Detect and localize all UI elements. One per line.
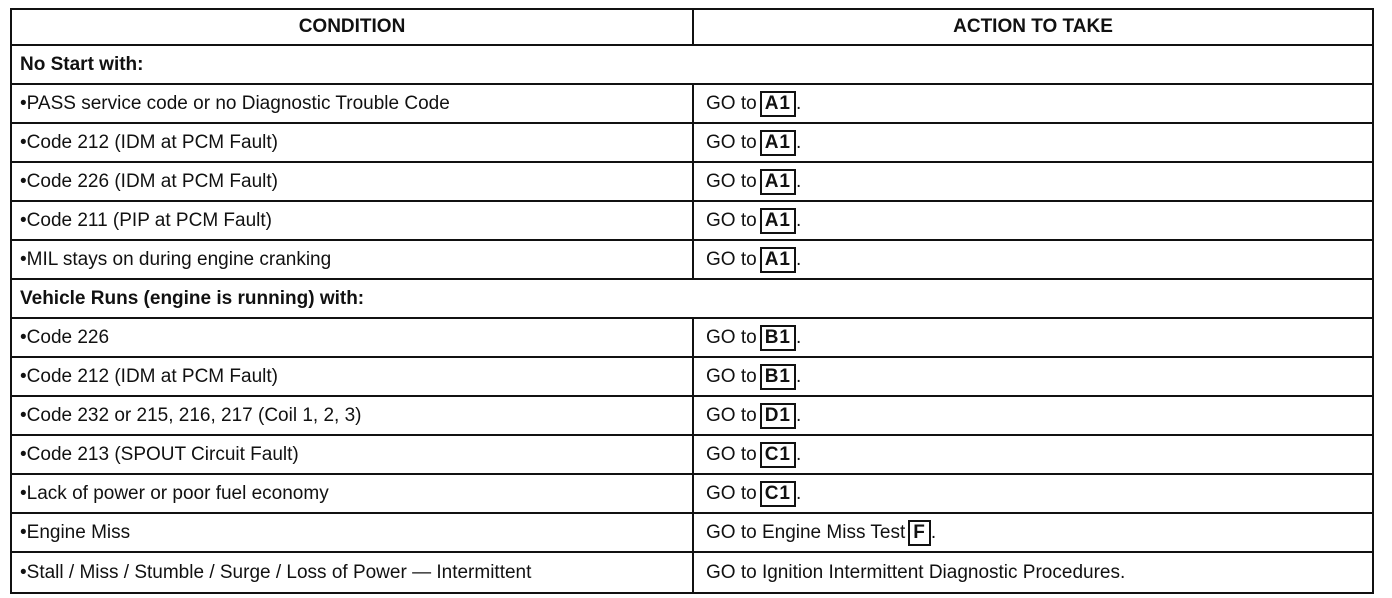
- section-title: No Start with:: [20, 53, 144, 75]
- action-suffix: .: [930, 521, 937, 543]
- action-text: GO to: [706, 131, 757, 153]
- action-text: GO to: [706, 170, 757, 192]
- condition-cell: •MIL stays on during engine cranking: [12, 241, 694, 278]
- test-reference-box: F: [908, 520, 931, 546]
- table-row: [12, 124, 1372, 163]
- action-text: GO to: [706, 404, 757, 426]
- table-row: [12, 514, 1372, 553]
- action-text: GO to: [706, 209, 757, 231]
- table-header-row: [12, 10, 1372, 46]
- action-cell: [694, 202, 1372, 239]
- condition-cell: •Code 211 (PIP at PCM Fault): [12, 202, 694, 239]
- section-row: [12, 280, 1372, 319]
- action-cell: [694, 163, 1372, 200]
- test-reference-box: A1: [760, 169, 796, 195]
- table-row: [12, 202, 1372, 241]
- action-suffix: .: [795, 443, 802, 465]
- table-row: [12, 85, 1372, 124]
- condition-cell: •Engine Miss: [12, 514, 694, 551]
- action-header: ACTION TO TAKE: [953, 16, 1113, 37]
- action-suffix: .: [795, 92, 802, 114]
- table-row: [12, 241, 1372, 280]
- condition-cell: •Code 226 (IDM at PCM Fault): [12, 163, 694, 200]
- table-row: [12, 358, 1372, 397]
- test-reference-box: B1: [760, 364, 796, 390]
- action-cell: [694, 358, 1372, 395]
- condition-cell: •Lack of power or poor fuel economy: [12, 475, 694, 512]
- action-cell: [694, 436, 1372, 473]
- test-reference-box: C1: [760, 481, 796, 507]
- test-reference-box: A1: [760, 247, 796, 273]
- diagnostic-table: [10, 8, 1374, 594]
- action-cell: [694, 514, 1372, 551]
- action-text: GO to: [706, 248, 757, 270]
- test-reference-box: C1: [760, 442, 796, 468]
- action-suffix: .: [795, 365, 802, 387]
- test-reference-box: D1: [760, 403, 796, 429]
- test-reference-box: A1: [760, 130, 796, 156]
- table-row: [12, 436, 1372, 475]
- table-row: [12, 475, 1372, 514]
- condition-cell: •Code 226: [12, 319, 694, 356]
- test-reference-box: A1: [760, 91, 796, 117]
- condition-cell: •PASS service code or no Diagnostic Trouble Code: [12, 85, 694, 122]
- condition-cell: •Stall / Miss / Stumble / Surge / Loss of Power — Intermittent: [12, 553, 694, 592]
- action-text: GO to: [706, 365, 757, 387]
- table-row: [12, 397, 1372, 436]
- action-text: GO to: [706, 92, 757, 114]
- action-text: GO to: [706, 326, 757, 348]
- action-suffix: .: [795, 482, 802, 504]
- action-text: GO to: [706, 443, 757, 465]
- test-reference-box: A1: [760, 208, 796, 234]
- section-row: [12, 46, 1372, 85]
- action-cell: [694, 319, 1372, 356]
- action-suffix: .: [795, 131, 802, 153]
- action-suffix: .: [795, 326, 802, 348]
- condition-header: CONDITION: [12, 10, 694, 44]
- action-cell: [694, 397, 1372, 434]
- action-text: GO to Engine Miss Test: [706, 521, 906, 543]
- condition-cell: •Code 212 (IDM at PCM Fault): [12, 124, 694, 161]
- action-suffix: .: [795, 170, 802, 192]
- action-cell: [694, 553, 1372, 592]
- section-title: Vehicle Runs (engine is running) with:: [20, 287, 365, 309]
- condition-cell: •Code 213 (SPOUT Circuit Fault): [12, 436, 694, 473]
- table-row: [12, 319, 1372, 358]
- condition-cell: •Code 232 or 215, 216, 217 (Coil 1, 2, 3): [12, 397, 694, 434]
- action-text: GO to: [706, 482, 757, 504]
- table-row: [12, 553, 1372, 592]
- condition-cell: •Code 212 (IDM at PCM Fault): [12, 358, 694, 395]
- action-suffix: .: [795, 404, 802, 426]
- action-cell: [694, 124, 1372, 161]
- action-suffix: .: [795, 209, 802, 231]
- action-cell: [694, 241, 1372, 278]
- table-row: [12, 163, 1372, 202]
- action-cell: [694, 85, 1372, 122]
- action-cell: [694, 475, 1372, 512]
- test-reference-box: B1: [760, 325, 796, 351]
- action-text: GO to Ignition Intermittent Diagnostic Procedures.: [706, 561, 1126, 583]
- action-suffix: .: [795, 248, 802, 270]
